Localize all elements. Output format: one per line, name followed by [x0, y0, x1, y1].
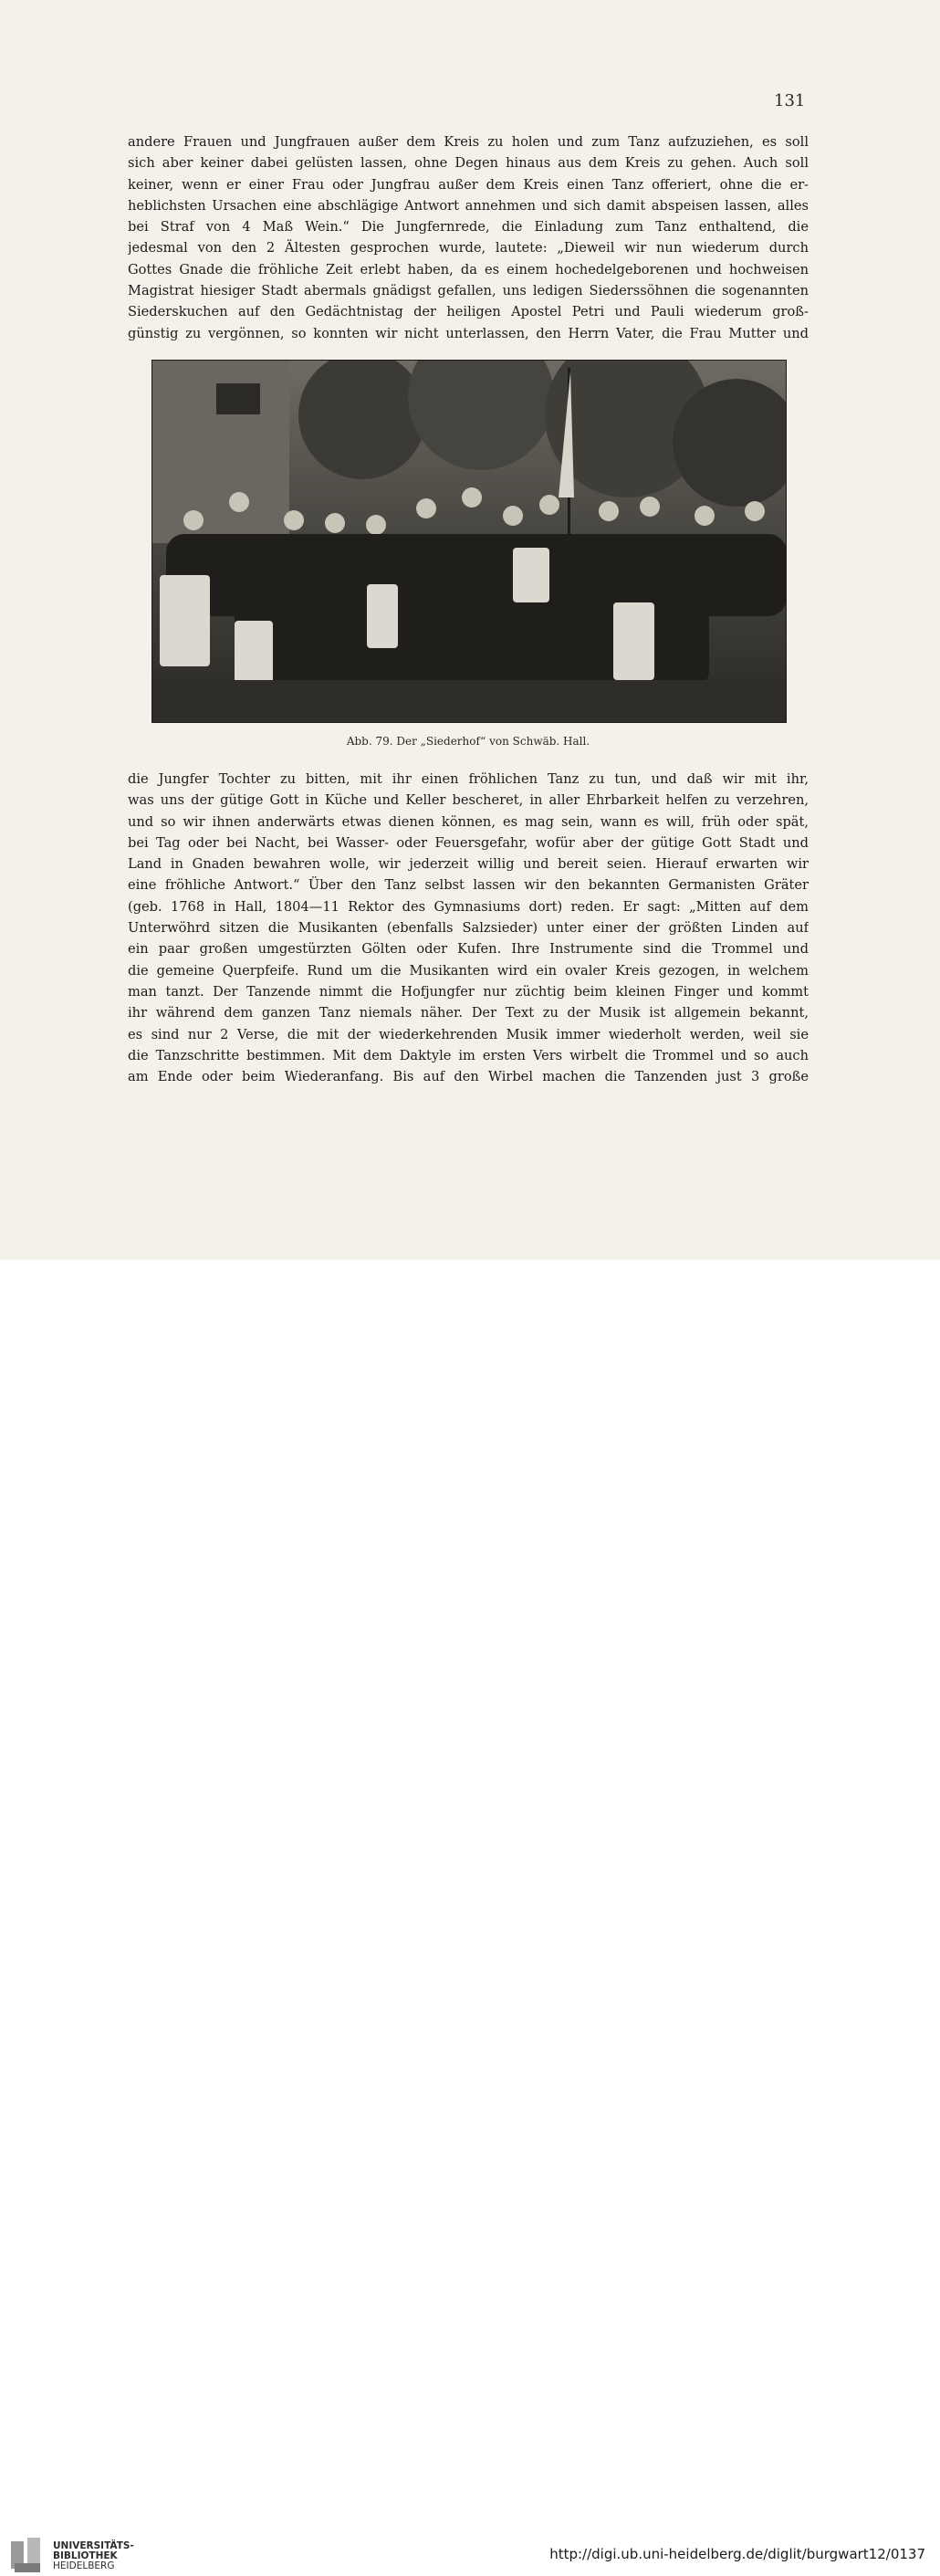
figure-photograph: [151, 360, 787, 723]
text-line: ihr während dem ganzen Tanz niemals näher. Der Text zu der Musik ist allgemein bekannt,: [128, 1005, 809, 1021]
text-line: andere Frauen und Jungfrauen außer dem Kreis zu holen und zum Tanz aufzuziehen, es soll: [128, 134, 809, 150]
library-name-line2: BIBLIOTHEK: [53, 2550, 118, 2561]
library-name: [53, 2541, 134, 2571]
text-line: man tanzt. Der Tanzende nimmt die Hofjungfer nur züchtig beim kleinen Finger und kommt: [128, 983, 809, 1000]
text-line: bei Tag oder bei Nacht, bei Wasser- oder Feuersgefahr, wofür aber der gütige Gott Stadt und: [128, 834, 809, 851]
text-line: Unterwöhrd sitzen die Musikanten (ebenfalls Salzsieder) unter einer der größten Linden auf: [128, 920, 809, 937]
text-line: und so wir ihnen anderwärts etwas dienen können, es mag sein, wann es will, früh oder spät,: [128, 813, 809, 830]
text-line: (geb. 1768 in Hall, 1804—11 Rektor des Gymnasiums dort) reden. Er sagt: „Mitten auf dem: [128, 898, 809, 915]
text-line: Siederskuchen auf den Gedächtnistag der heiligen Apostel Petri und Pauli wiederum groß-: [128, 304, 809, 320]
book-page: [0, 0, 940, 1260]
text-line: am Ende oder beim Wiederanfang. Bis auf den Wirbel machen die Tanzenden just 3 große: [128, 1069, 809, 1085]
text-line: bei Straf von 4 Maß Wein.“ Die Jungfernrede, die Einladung zum Tanz enthaltend, die: [128, 219, 809, 236]
figure-caption: Abb. 79. Der „Siederhof“ von Schwäb. Hall.: [346, 735, 590, 748]
text-line: keiner, wenn er einer Frau oder Jungfrau außer dem Kreis einen Tanz offeriert, ohne die er-: [128, 176, 809, 193]
paragraph-top: [128, 131, 809, 344]
text-line: sich aber keiner dabei gelüsten lassen, ohne Degen hinaus aus dem Kreis zu gehen. Auch soll: [128, 155, 809, 172]
text-line: ein paar großen umgestürzten Gölten oder Kufen. Ihre Instrumente sind die Trommel und: [128, 941, 809, 958]
text-line: es sind nur 2 Verse, die mit der wiederkehrenden Musik immer wiederholt werden, weil sie: [128, 1026, 809, 1042]
text-line: Gottes Gnade die fröhliche Zeit erlebt haben, da es einem hochedelgeborenen und hochweisen: [128, 261, 809, 277]
text-line: eine fröhliche Antwort.“ Über den Tanz selbst lassen wir den bekannten Germanisten Gräter: [128, 877, 809, 894]
group-photo-illustration: [152, 361, 786, 722]
text-line: die gemeine Querpfeife. Rund um die Musikanten wird ein ovaler Kreis gezogen, in welchem: [128, 962, 809, 979]
text-line: jedesmal von den 2 Ältesten gesprochen wurde, lautete: „Dieweil wir nun wiederum durch: [128, 240, 809, 257]
text-line: die Jungfer Tochter zu bitten, mit ihr einen fröhlichen Tanz zu tun, und daß wir mit ihr,: [128, 771, 809, 787]
source-url-link[interactable]: http://digi.ub.uni-heidelberg.de/diglit/burgwart12/0137: [549, 2546, 925, 2562]
library-name-line1: UNIVERSITÄTS-: [53, 2540, 134, 2551]
text-line: günstig zu vergönnen, so konnten wir nicht unterlassen, den Herrn Vater, die Frau Mutter und: [128, 325, 809, 341]
text-line: heblichsten Ursachen eine abschlägige Antwort annehmen und sich damit abspeisen lassen, alles: [128, 197, 809, 214]
footer: [0, 1260, 940, 2571]
university-library-logo: [9, 2536, 46, 2576]
page-number: 131: [774, 91, 806, 110]
text-line: Magistrat hiesiger Stadt abermals gnädigst gefallen, uns ledigen Siederssöhnen die sogenannten: [128, 283, 809, 299]
library-name-line3: HEIDELBERG: [53, 2560, 115, 2571]
paragraph-bottom: [128, 769, 809, 1087]
text-line: die Tanzschritte bestimmen. Mit dem Daktyle im ersten Vers wirbelt die Trommel und so auch: [128, 1047, 809, 1063]
text-line: was uns der gütige Gott in Küche und Keller bescheret, in aller Ehrbarkeit helfen zu verzehren,: [128, 792, 809, 809]
text-line: Land in Gnaden bewahren wolle, wir jederzeit willig und bereit seien. Hierauf erwarten wir: [128, 856, 809, 873]
